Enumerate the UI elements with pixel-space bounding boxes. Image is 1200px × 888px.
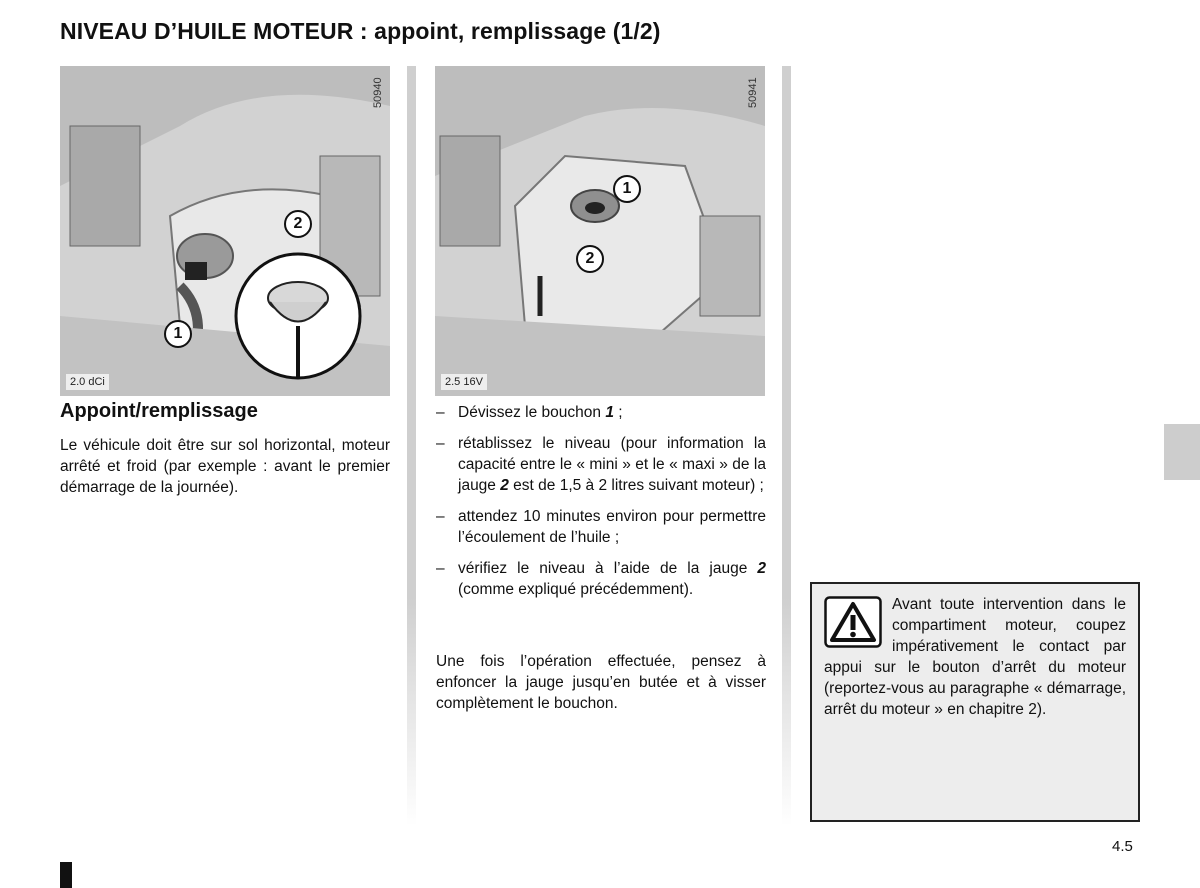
figure-code: 50940 [372,77,384,108]
column-divider [407,66,416,826]
engine-type-label: 2.5 16V [441,374,487,390]
column-divider [782,66,791,826]
section-heading: Appoint/remplissage [60,400,258,422]
warning-box [810,582,1140,822]
intro-paragraph: Le véhicule doit être sur sol horizontal, moteur arrêté et froid (par exemple : avant le premier démarrage de la journée). [60,437,390,496]
closing-paragraph: Une fois l’opération effectuée, pensez à enfoncer la jauge jusqu’en butée et à visser complètement le bouchon. [436,653,766,712]
page-edge-marker [60,862,72,888]
engine-figure-2-0-dci [60,66,390,396]
instruction-list [436,402,766,610]
callout-1: 1 [164,320,192,348]
page-number: 4.5 [1112,838,1133,855]
callout-1: 1 [613,175,641,203]
reference-number: 1 [605,404,614,421]
callout-2: 2 [284,210,312,238]
engine-bay-illustration [435,66,765,396]
engine-figure-2-5-16v [435,66,765,396]
warning-text: Avant toute intervention dans le compartiment moteur, coupez impérativement le contact par appui sur le bouton d’arrêt du moteur (reportez-vous au paragraphe « démarrage, arrêt du moteur » en chapitre 2). [824,596,1126,718]
callout-2: 2 [576,245,604,273]
warning-triangle-icon [824,596,882,648]
reference-number: 2 [757,560,766,577]
figure-code: 50941 [747,77,759,108]
list-item: – vérifiez le niveau à l’aide de la jauge 2 (comme expliqué précédemment). [436,560,766,598]
engine-bay-illustration [60,66,390,396]
list-item: – Dévissez le bouchon 1 ; [436,404,623,421]
chapter-tab [1164,424,1200,480]
reference-number: 2 [500,477,509,494]
list-item: – rétablissez le niveau (pour information la capacité entre le « mini » et le « maxi » de la jauge 2 est de 1,5 à 2 litres suivant moteur) ; [436,435,766,494]
page-title: NIVEAU D’HUILE MOTEUR : appoint, remplissage (1/2) [60,18,661,44]
list-item: – attendez 10 minutes environ pour permettre l’écoulement de l’huile ; [436,508,766,546]
engine-type-label: 2.0 dCi [66,374,109,390]
